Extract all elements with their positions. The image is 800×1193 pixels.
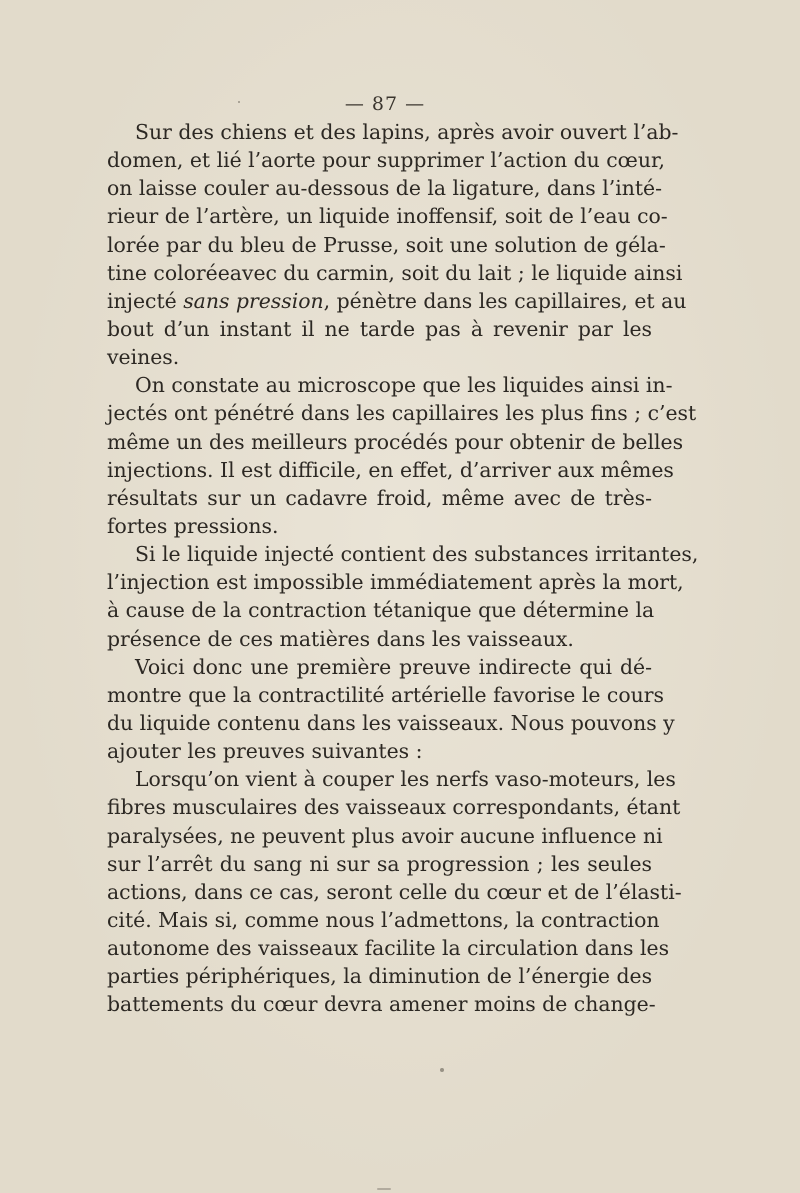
body-text xyxy=(107,118,699,1019)
text-run: injecté xyxy=(107,288,184,313)
text-line: on laisse couler au-dessous de la ligature, dans l’inté- xyxy=(107,176,663,201)
text-line: domen, et lié l’aorte pour supprimer l’action du cœur, xyxy=(107,148,665,173)
text-line: sur l’arrêt du sang ni sur sa progression ; les seules xyxy=(107,851,652,876)
text-line: parties périphériques, la diminution de l’énergie des xyxy=(107,964,653,989)
text-line: On constate au microscope que les liquides ainsi in- xyxy=(135,373,673,398)
text-run: , pénètre dans les capillaires, et au xyxy=(323,288,687,313)
text-line: rieur de l’artère, un liquide inoffensif, soit de l’eau co- xyxy=(107,204,668,229)
text-line: Si le liquide injecté contient des substances irritantes, xyxy=(135,542,699,567)
text-line: veines. xyxy=(107,345,180,370)
text-line: montre que la contractilité artérielle favorise le cours xyxy=(107,682,664,707)
text-line: injections. Il est difficile, en effet, d’arriver aux mêmes xyxy=(107,457,674,482)
text-line: bout d’un instant il ne tarde pas à revenir par les xyxy=(107,316,652,341)
page-number: — 87 — xyxy=(344,93,426,115)
text-line: fibres musculaires des vaisseaux correspondants, étant xyxy=(107,795,681,820)
text-line: Lorsqu’on vient à couper les nerfs vaso-moteurs, les xyxy=(135,767,676,792)
text-line: tine coloréeavec du carmin, soit du lait ; le liquide ainsi xyxy=(107,260,683,285)
text-line: l’injection est impossible immédiatement après la mort, xyxy=(107,570,684,595)
paper-speck xyxy=(238,101,240,103)
text-line: lorée par du bleu de Prusse, soit une solution de géla- xyxy=(107,232,666,257)
text-line: à cause de la contraction tétanique que détermine la xyxy=(107,598,655,623)
text-line: battements du cœur devra amener moins de change- xyxy=(107,992,656,1017)
text-line: résultats sur un cadavre froid, même avec de très- xyxy=(107,485,652,510)
italic-phrase: sans pression xyxy=(183,288,324,313)
text-line: paralysées, ne peuvent plus avoir aucune influence ni xyxy=(107,823,663,848)
paper-speck xyxy=(377,1188,391,1190)
text-line: jectés ont pénétré dans les capillaires les plus fins ; c’est xyxy=(107,401,697,426)
text-line: Voici donc une première preuve indirecte qui dé- xyxy=(135,654,652,679)
text-line: présence de ces matières dans les vaisseaux. xyxy=(107,626,574,651)
text-line: fortes pressions. xyxy=(107,513,279,538)
text-line: Sur des chiens et des lapins, après avoir ouvert l’ab- xyxy=(135,120,679,144)
text-line: ajouter les preuves suivantes : xyxy=(107,739,423,764)
text-line: cité. Mais si, comme nous l’admettons, la contraction xyxy=(107,907,660,932)
text-line xyxy=(107,287,687,315)
paper-speck xyxy=(440,1068,444,1072)
text-line: du liquide contenu dans les vaisseaux. Nous pouvons y xyxy=(107,710,675,735)
text-line: autonome des vaisseaux facilite la circulation dans les xyxy=(107,936,670,961)
text-line: même un des meilleurs procédés pour obtenir de belles xyxy=(107,429,684,454)
text-line: actions, dans ce cas, seront celle du cœur et de l’élasti- xyxy=(107,879,682,904)
